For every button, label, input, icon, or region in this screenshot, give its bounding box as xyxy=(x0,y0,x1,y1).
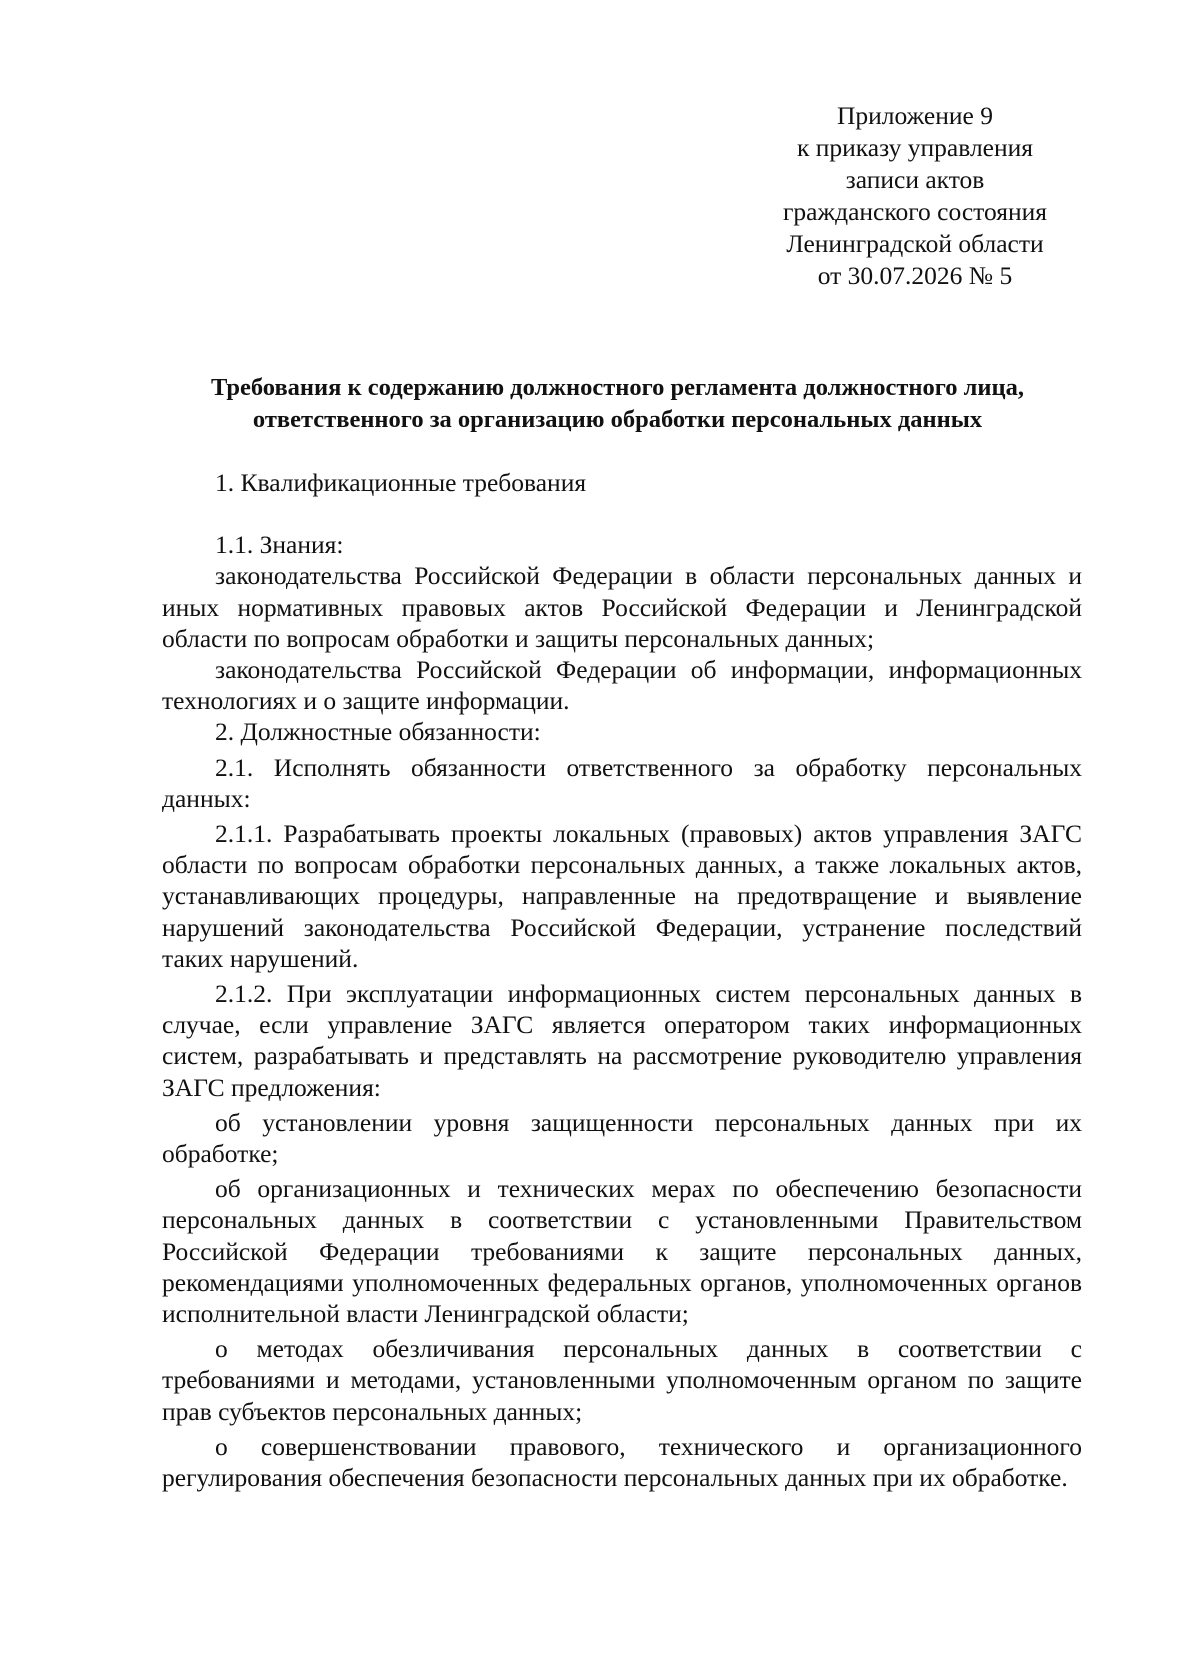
section-heading-qualifications: 1. Квалификационные требования xyxy=(215,468,587,497)
duty-2-1-1: 2.1.1. Разрабатывать проекты локальных (правовых) актов управления ЗАГС области по вопросам обработки персональных данных, а также локальных актов, устанавливающих процедуры, направленные на предотвращение и выявление нарушений законодательства Российской Федерации, устранение последствий таких нарушений. xyxy=(162,819,1082,973)
annex-number: Приложение 9 xyxy=(837,101,993,130)
title-line-2: ответственного за организацию обработки персональных данных xyxy=(252,406,983,433)
annex-date-number: от 30.07.2026 № 5 xyxy=(817,261,1013,290)
proposal-regulation-improvement: о совершенствовании правового, технического и организационного регулирования обеспечения безопасности персональных данных при их обработке. xyxy=(162,1431,1082,1493)
paragraph-info-legislation: законодательства Российской Федерации об информации, информационных технологиях и о защите информации. xyxy=(162,655,1082,716)
section-heading-duties: 2. Должностные обязанности: xyxy=(215,717,541,747)
proposal-anonymization: о методах обезличивания персональных данных в соответствии с требованиями и методами, установленными уполномоченным органом по защите прав субъектов персональных данных; xyxy=(162,1334,1082,1426)
annex-org-line-2: гражданского состояния xyxy=(782,197,1048,226)
document-body xyxy=(162,467,1082,1493)
duty-2-1: 2.1. Исполнять обязанности ответственного за обработку персональных данных: xyxy=(162,752,1082,813)
proposal-protection-level: об установлении уровня защищенности персональных данных при их обработке; xyxy=(162,1107,1082,1169)
annex-org-line-1: записи актов xyxy=(845,165,985,194)
annex-header xyxy=(765,100,1065,292)
document-title xyxy=(150,372,1085,436)
duty-2-1-2: 2.1.2. При эксплуатации информационных систем персональных данных в случае, если управление ЗАГС является оператором таких информационных систем, разрабатывать и представлять на рассмотрение руководителю управления ЗАГС предложения: xyxy=(162,979,1082,1102)
proposal-security-measures: об организационных и технических мерах по обеспечению безопасности персональных данных в соответствии с установленными Правительством Российской Федерации требованиями к защите персональных данных, рекомендациями уполномоченных федеральных органов, уполномоченных органов исполнительной власти Ленинградской области; xyxy=(162,1174,1082,1329)
subsection-knowledge: 1.1. Знания: xyxy=(215,530,344,560)
title-line-1: Требования к содержанию должностного регламента должностного лица, xyxy=(210,374,1025,401)
annex-order-ref: к приказу управления xyxy=(796,133,1034,162)
annex-region: Ленинградской области xyxy=(786,229,1044,258)
paragraph-pd-legislation: законодательства Российской Федерации в области персональных данных и иных нормативных правовых актов Российской Федерации и Ленинградской области по вопросам обработки и защиты персональных данных; xyxy=(162,561,1082,653)
